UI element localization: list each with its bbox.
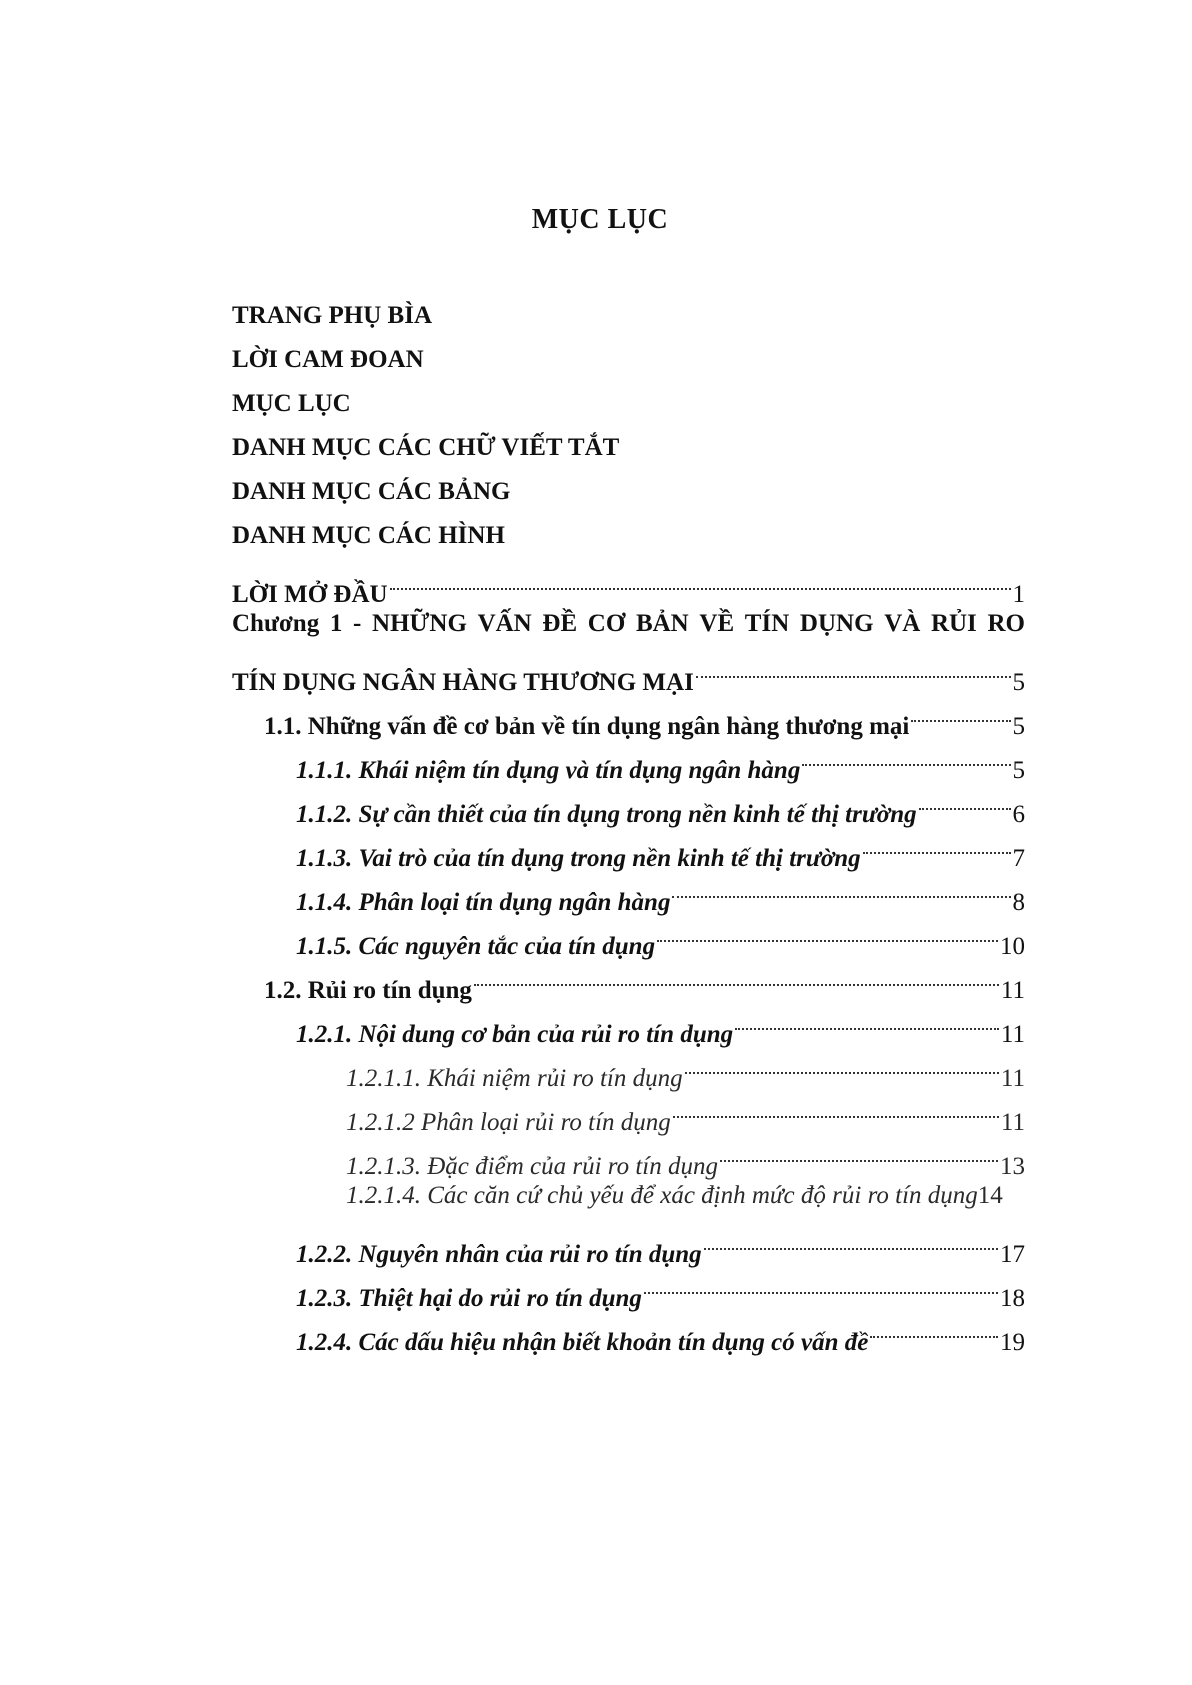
toc-page-number: 5 <box>1012 669 1025 696</box>
dot-leader <box>685 1042 999 1086</box>
toc-page-number: 11 <box>1000 1109 1025 1136</box>
toc-entry-label: TRANG PHỤ BÌA <box>232 302 433 329</box>
dot-leader <box>644 1262 998 1306</box>
toc-entry-label: 1.2.4. Các dấu hiệu nhận biết khoản tín dụng có vấn đề <box>296 1329 869 1356</box>
toc-title: MỤC LỤC <box>531 204 669 235</box>
dot-leader <box>390 558 1011 602</box>
toc-entry-label: 1.2.2. Nguyên nhân của rủi ro tín dụng <box>296 1241 702 1268</box>
chapter-word: NHỮNG <box>372 610 467 637</box>
chapter-word: ĐỀ <box>542 610 578 637</box>
toc-entry-contents <box>232 382 1025 426</box>
toc-entry-label: 1.2.1.3. Đặc điểm của rủi ro tín dụng <box>346 1153 718 1180</box>
toc-page-number: 14 <box>977 1182 1003 1209</box>
toc-entry-label: 1.1. Những vấn đề cơ bản về tín dụng ngân hàng thương mại <box>264 713 910 740</box>
toc-entry-label: 1.2.1. Nội dung cơ bản của rủi ro tín dụng <box>296 1021 734 1048</box>
dot-leader <box>657 910 998 954</box>
chapter-word: VẤN <box>477 610 532 637</box>
dot-leader <box>919 778 1011 822</box>
toc-entry-label: 1.1.4. Phân loại tín dụng ngân hàng <box>296 889 671 916</box>
dot-leader <box>863 822 1011 866</box>
toc-page-number: 18 <box>1000 1285 1025 1312</box>
toc-entry-label: 1.2.3. Thiệt hại do rủi ro tín dụng <box>296 1285 642 1312</box>
toc-page-number: 10 <box>1000 933 1025 960</box>
toc-entry-label: 1.1.3. Vai trò của tín dụng trong nền kinh tế thị trường <box>296 845 861 872</box>
toc-page-number: 11 <box>1000 977 1025 1004</box>
toc-page-number: 1 <box>1012 581 1025 608</box>
toc-entry-label: TÍN DỤNG NGÂN HÀNG THƯƠNG MẠI <box>232 669 694 696</box>
toc-page-number: 7 <box>1012 845 1025 872</box>
toc-page-number: 5 <box>1012 757 1025 784</box>
toc-chapter-1-heading-line-2 <box>232 646 1025 696</box>
toc-entry-label: 1.1.5. Các nguyên tắc của tín dụng <box>296 933 656 960</box>
chapter-word: - <box>353 610 362 637</box>
dot-leader <box>673 1086 999 1130</box>
chapter-word: VÀ <box>884 610 921 637</box>
dot-leader <box>735 998 999 1042</box>
dot-leader <box>870 1306 998 1350</box>
toc-page-number: 8 <box>1012 889 1025 916</box>
chapter-word: Chương <box>232 610 320 637</box>
chapter-word: DỤNG <box>799 610 874 637</box>
toc-entry-label: LỜI MỞ ĐẦU <box>232 581 388 608</box>
toc-entry-label: MỤC LỤC <box>232 390 351 417</box>
toc-entry-label: LỜI CAM ĐOAN <box>232 346 424 373</box>
toc-entry-label: 1.1.2. Sự cần thiết của tín dụng trong nền kinh tế thị trường <box>296 801 917 828</box>
toc-page-number: 19 <box>1000 1329 1025 1356</box>
toc-entry-label: 1.2. Rủi ro tín dụng <box>264 977 472 1004</box>
dot-leader <box>720 1130 998 1174</box>
chapter-word: VỀ <box>699 610 735 637</box>
toc-entry-label: DANH MỤC CÁC BẢNG <box>232 478 511 505</box>
chapter-word: RỦI <box>930 610 977 637</box>
toc-entry-list-of-tables <box>232 470 1025 514</box>
toc-subsection-1-2-2 <box>232 1218 1025 1268</box>
toc-item-1-2-1-4 <box>232 1174 1025 1218</box>
toc-page-number: 13 <box>1000 1153 1025 1180</box>
chapter-word: CƠ <box>587 610 626 637</box>
dot-leader <box>802 734 1010 778</box>
toc-page-number: 6 <box>1012 801 1025 828</box>
toc-page-number: 11 <box>1000 1065 1025 1092</box>
toc-entry-declaration <box>232 338 1025 382</box>
toc-page-number: 17 <box>1000 1241 1025 1268</box>
toc-entry-label: 1.2.1.4. Các căn cứ chủ yếu để xác định mức độ rủi ro tín dụng <box>346 1182 978 1209</box>
chapter-word: TÍN <box>744 610 790 637</box>
dot-leader <box>911 690 1010 734</box>
toc-entry-label: DANH MỤC CÁC HÌNH <box>232 522 505 549</box>
dot-leader <box>696 646 1011 690</box>
table-of-contents <box>232 294 1025 1356</box>
toc-entry-list-of-figures <box>232 514 1025 558</box>
toc-entry-label: DANH MỤC CÁC CHỮ VIẾT TẮT <box>232 434 620 461</box>
toc-page-number: 11 <box>1000 1021 1025 1048</box>
chapter-word: BẢN <box>635 610 689 637</box>
chapter-word: RO <box>987 610 1025 637</box>
dot-leader <box>672 866 1010 910</box>
dot-leader <box>474 954 999 998</box>
toc-entry-label: 1.1.1. Khái niệm tín dụng và tín dụng ngân hàng <box>296 757 801 784</box>
toc-entry-introduction <box>232 558 1025 608</box>
toc-entry-abbreviations <box>232 426 1025 470</box>
chapter-word: 1 <box>329 610 343 637</box>
toc-page-number: 5 <box>1012 713 1025 740</box>
toc-entry-cover-page <box>232 294 1025 338</box>
toc-entry-label: 1.2.1.1. Khái niệm rủi ro tín dụng <box>346 1065 683 1092</box>
toc-entry-label: 1.2.1.2 Phân loại rủi ro tín dụng <box>346 1109 671 1136</box>
dot-leader <box>704 1218 998 1262</box>
